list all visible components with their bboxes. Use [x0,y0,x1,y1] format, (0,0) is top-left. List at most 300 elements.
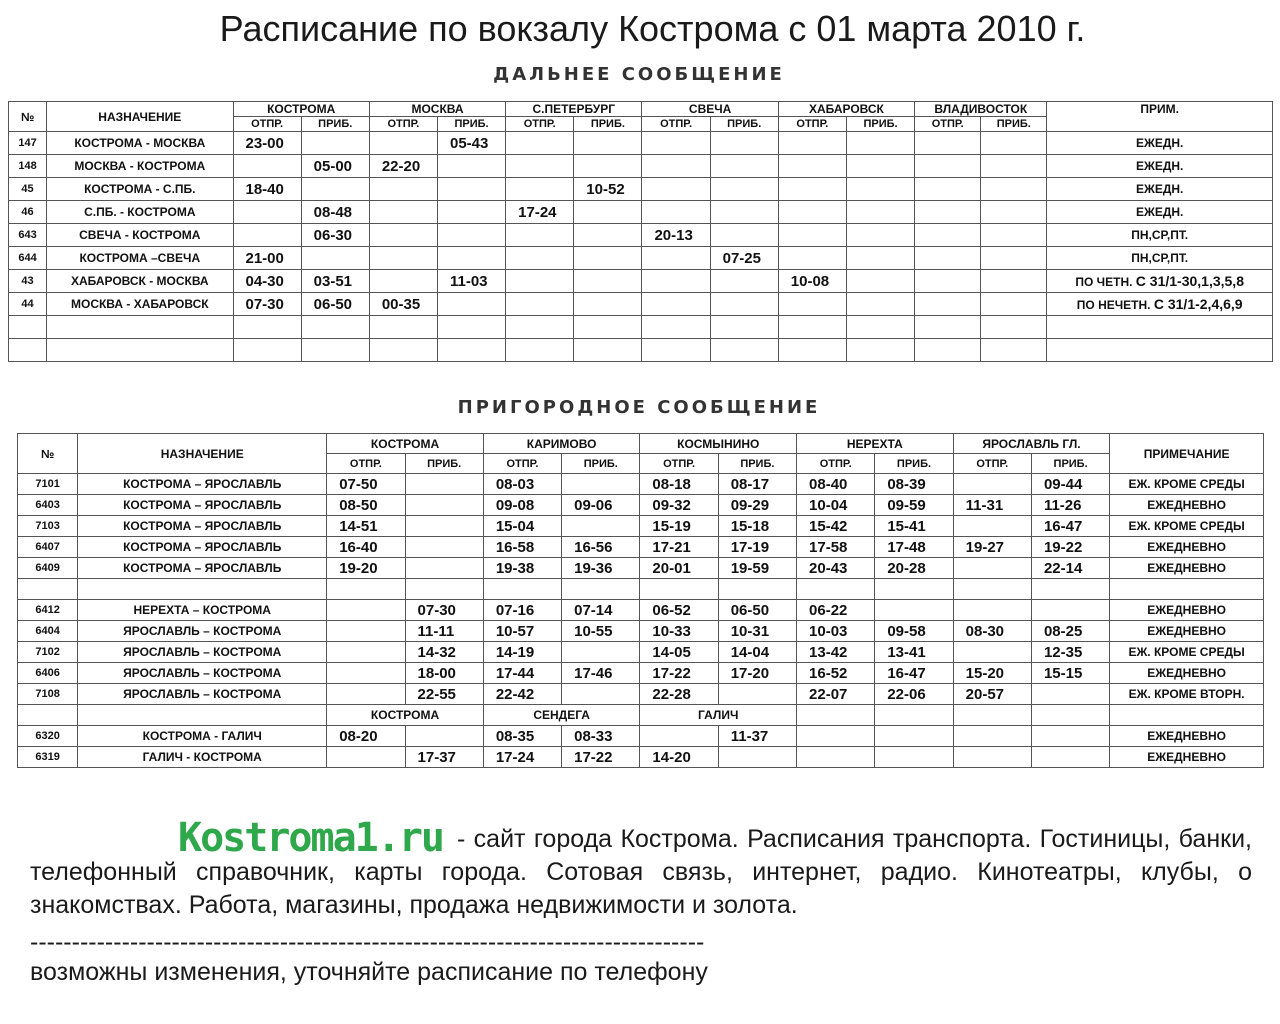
time-cell: 11-03 [437,270,505,293]
header-departure: ОТПР. [778,117,846,132]
time-cell: 17-22 [562,747,640,768]
header-arrival: ПРИБ. [846,117,914,132]
train-number: 644 [9,247,47,270]
header-arrival: ПРИБ. [405,454,483,474]
time-cell [327,684,405,705]
time-cell [301,247,369,270]
destination: КОСТРОМА - С.ПБ. [47,178,233,201]
time-cell [562,474,640,495]
destination: ЯРОСЛАВЛЬ – КОСТРОМА [78,642,327,663]
time-cell: 08-33 [562,726,640,747]
time-cell: 06-22 [797,600,875,621]
time-cell [369,270,437,293]
time-cell: 14-05 [640,642,718,663]
destination: СВЕЧА - КОСТРОМА [47,224,233,247]
time-cell: 17-20 [718,663,796,684]
time-cell: 22-55 [405,684,483,705]
note: ЕЖЕДНЕВНО [1110,600,1264,621]
time-cell: 16-40 [327,537,405,558]
time-cell: 08-35 [483,726,561,747]
time-cell: 19-38 [483,558,561,579]
time-cell: 19-27 [953,537,1031,558]
note: ЕЖЕДН. [1047,178,1273,201]
note: ПН,СР,ПТ. [1047,247,1273,270]
ad-paragraph [30,815,1252,922]
train-number: 147 [9,132,47,155]
time-cell: 10-08 [778,270,846,293]
table-row [18,663,1264,684]
header-station: ГАЛИЧ [640,705,797,726]
train-number: 643 [9,224,47,247]
time-cell: 20-28 [875,558,953,579]
note: ЕЖЕДНЕВНО [1110,663,1264,684]
time-cell: 06-50 [301,293,369,316]
time-cell: 13-41 [875,642,953,663]
time-cell: 17-58 [797,537,875,558]
time-cell [437,201,505,224]
time-cell: 19-36 [562,558,640,579]
note: ПН,СР,ПТ. [1047,224,1273,247]
time-cell: 17-44 [483,663,561,684]
time-cell: 08-25 [1031,621,1109,642]
destination: КОСТРОМА – ЯРОСЛАВЛЬ [78,495,327,516]
train-number: 148 [9,155,47,178]
time-cell: 22-20 [369,155,437,178]
time-cell: 07-50 [327,474,405,495]
time-cell: 00-35 [369,293,437,316]
time-cell: 06-52 [640,600,718,621]
note: ЕЖЕДН. [1047,155,1273,178]
time-cell: 17-37 [405,747,483,768]
time-cell [405,516,483,537]
header-departure: ОТПР. [506,117,574,132]
time-cell [981,178,1047,201]
time-cell: 16-56 [562,537,640,558]
table-row [18,474,1264,495]
destination: С.ПБ. - КОСТРОМА [47,201,233,224]
header-departure: ОТПР. [327,454,405,474]
train-number: 46 [9,201,47,224]
time-cell: 22-28 [640,684,718,705]
time-cell: 17-48 [875,537,953,558]
time-cell [778,132,846,155]
note: ЕЖЕДНЕВНО [1110,726,1264,747]
long-distance-table [8,101,1273,362]
time-cell [642,293,710,316]
header-note: ПРИМЕЧАНИЕ [1110,434,1264,474]
header-station: СВЕЧА [642,102,778,117]
time-cell [574,224,642,247]
time-cell: 20-01 [640,558,718,579]
time-cell: 05-43 [437,132,505,155]
time-cell: 10-33 [640,621,718,642]
time-cell: 18-40 [233,178,301,201]
time-cell [233,224,301,247]
time-cell [915,224,981,247]
time-cell: 08-18 [640,474,718,495]
time-cell: 19-20 [327,558,405,579]
time-cell [437,293,505,316]
time-cell: 07-14 [562,600,640,621]
header-station: ХАБАРОВСК [778,102,914,117]
time-cell: 17-21 [640,537,718,558]
time-cell [562,684,640,705]
time-cell [301,132,369,155]
note-dates: С 31/1-2,4,6,9 [1153,296,1243,312]
time-cell [981,132,1047,155]
time-cell: 10-52 [574,178,642,201]
time-cell [506,293,574,316]
time-cell: 10-03 [797,621,875,642]
train-number: 6409 [18,558,78,579]
train-number: 6319 [18,747,78,768]
time-cell [915,178,981,201]
time-cell: 06-50 [718,600,796,621]
time-cell: 04-30 [233,270,301,293]
header-destination: НАЗНАЧЕНИЕ [47,102,233,132]
time-cell: 07-25 [710,247,778,270]
time-cell: 16-58 [483,537,561,558]
destination: КОСТРОМА - ГАЛИЧ [78,726,327,747]
time-cell: 15-04 [483,516,561,537]
time-cell: 16-47 [875,663,953,684]
time-cell: 09-06 [562,495,640,516]
time-cell: 09-58 [875,621,953,642]
header-station: НЕРЕХТА [797,434,954,454]
time-cell [327,747,405,768]
time-cell: 18-00 [405,663,483,684]
note: ЕЖЕДНЕВНО [1110,537,1264,558]
time-cell [915,247,981,270]
header-departure: ОТПР. [915,117,981,132]
time-cell [953,516,1031,537]
note-prefix: ПО ЧЕТН. [1075,275,1133,289]
note: ЕЖ. КРОМЕ СРЕДЫ [1110,516,1264,537]
table-row [9,178,1273,201]
time-cell [710,270,778,293]
time-cell: 07-16 [483,600,561,621]
time-cell [506,178,574,201]
time-cell [369,132,437,155]
header-station: ЯРОСЛАВЛЬ ГЛ. [953,434,1110,454]
time-cell [710,155,778,178]
time-cell [642,132,710,155]
time-cell [506,155,574,178]
empty-row [9,316,1273,339]
time-cell [437,155,505,178]
time-cell [981,247,1047,270]
time-cell: 13-42 [797,642,875,663]
header-num: № [18,434,78,474]
time-cell: 19-59 [718,558,796,579]
time-cell: 05-00 [301,155,369,178]
galich-header-row [18,705,1264,726]
table-row [9,155,1273,178]
train-number: 45 [9,178,47,201]
time-cell: 15-41 [875,516,953,537]
train-number: 43 [9,270,47,293]
time-cell [778,178,846,201]
table-row [18,516,1264,537]
time-cell [574,293,642,316]
time-cell [953,558,1031,579]
time-cell [506,270,574,293]
note [1047,293,1273,316]
time-cell [562,642,640,663]
time-cell [953,600,1031,621]
time-cell: 08-39 [875,474,953,495]
time-cell [642,247,710,270]
dash-separator: --------------------------------------------------------------------------------- [30,928,705,956]
header-arrival: ПРИБ. [710,117,778,132]
time-cell [797,747,875,768]
time-cell: 11-31 [953,495,1031,516]
time-cell [875,747,953,768]
time-cell: 15-18 [718,516,796,537]
header-station: СЕНДЕГА [483,705,640,726]
time-cell: 17-24 [506,201,574,224]
time-cell: 19-22 [1031,537,1109,558]
header-arrival: ПРИБ. [562,454,640,474]
header-station: КОСТРОМА [233,102,369,117]
time-cell [953,642,1031,663]
time-cell [778,201,846,224]
time-cell [327,663,405,684]
time-cell [875,726,953,747]
header-departure: ОТПР. [642,117,710,132]
time-cell [797,726,875,747]
train-number: 6412 [18,600,78,621]
time-cell [506,247,574,270]
table-row [18,726,1264,747]
header-station: КОСМЫНИНО [640,434,797,454]
long-distance-title: ДАЛЬНЕЕ СООБЩЕНИЕ [493,64,785,85]
time-cell [574,155,642,178]
note: ЕЖЕДНЕВНО [1110,747,1264,768]
time-cell: 16-47 [1031,516,1109,537]
time-cell: 11-11 [405,621,483,642]
table-row [18,684,1264,705]
time-cell [915,270,981,293]
note [1047,270,1273,293]
time-cell: 17-19 [718,537,796,558]
time-cell: 22-07 [797,684,875,705]
time-cell [915,201,981,224]
header-arrival: ПРИБ. [981,117,1047,132]
time-cell: 10-31 [718,621,796,642]
time-cell [846,201,914,224]
time-cell [405,495,483,516]
header-departure: ОТПР. [797,454,875,474]
header-arrival: ПРИБ. [301,117,369,132]
time-cell [778,247,846,270]
table-row [9,132,1273,155]
train-number: 6406 [18,663,78,684]
time-cell [405,537,483,558]
destination: МОСКВА - КОСТРОМА [47,155,233,178]
time-cell: 14-51 [327,516,405,537]
time-cell [369,247,437,270]
time-cell [718,684,796,705]
table-row [18,642,1264,663]
time-cell: 22-06 [875,684,953,705]
time-cell [778,155,846,178]
site-logo[interactable]: Kostroma1.ru [178,815,443,861]
time-cell [233,155,301,178]
header-departure: ОТПР. [483,454,561,474]
destination: ЯРОСЛАВЛЬ – КОСТРОМА [78,684,327,705]
time-cell [437,247,505,270]
time-cell [574,132,642,155]
time-cell: 17-24 [483,747,561,768]
time-cell [953,474,1031,495]
changes-note: возможны изменения, уточняйте расписание по телефону [30,958,708,986]
train-number: 6403 [18,495,78,516]
destination: КОСТРОМА - МОСКВА [47,132,233,155]
time-cell: 11-37 [718,726,796,747]
destination: ХАБАРОВСК - МОСКВА [47,270,233,293]
destination: ЯРОСЛАВЛЬ – КОСТРОМА [78,663,327,684]
table-row [9,201,1273,224]
time-cell [642,155,710,178]
destination: КОСТРОМА – ЯРОСЛАВЛЬ [78,516,327,537]
time-cell [405,558,483,579]
note: ЕЖЕДНЕВНО [1110,621,1264,642]
time-cell [574,201,642,224]
time-cell [327,621,405,642]
time-cell [846,247,914,270]
time-cell [953,726,1031,747]
empty-row [18,579,1264,600]
train-number: 7101 [18,474,78,495]
time-cell [710,224,778,247]
time-cell: 08-30 [953,621,1031,642]
note: ЕЖЕДН. [1047,132,1273,155]
time-cell: 09-59 [875,495,953,516]
note: ЕЖЕДНЕВНО [1110,495,1264,516]
time-cell: 15-42 [797,516,875,537]
time-cell: 07-30 [405,600,483,621]
time-cell: 10-55 [562,621,640,642]
time-cell [846,293,914,316]
time-cell [327,600,405,621]
header-arrival: ПРИБ. [1031,454,1109,474]
time-cell [369,178,437,201]
header-num: № [9,102,47,132]
time-cell [846,132,914,155]
time-cell: 17-22 [640,663,718,684]
time-cell: 14-19 [483,642,561,663]
time-cell: 21-00 [233,247,301,270]
header-station: КОСТРОМА [327,434,484,454]
destination: МОСКВА - ХАБАРОВСК [47,293,233,316]
time-cell [846,178,914,201]
header-station: КОСТРОМА [327,705,484,726]
time-cell [233,201,301,224]
time-cell [574,270,642,293]
suburban-title: ПРИГОРОДНОЕ СООБЩЕНИЕ [457,397,821,418]
time-cell [506,132,574,155]
time-cell: 06-30 [301,224,369,247]
time-cell: 08-20 [327,726,405,747]
header-departure: ОТПР. [369,117,437,132]
time-cell: 07-30 [233,293,301,316]
time-cell: 16-52 [797,663,875,684]
time-cell: 20-57 [953,684,1031,705]
train-number: 6320 [18,726,78,747]
destination: КОСТРОМА –СВЕЧА [47,247,233,270]
time-cell [981,224,1047,247]
train-number: 6404 [18,621,78,642]
time-cell [369,201,437,224]
destination: ГАЛИЧ - КОСТРОМА [78,747,327,768]
destination: КОСТРОМА – ЯРОСЛАВЛЬ [78,558,327,579]
train-number: 44 [9,293,47,316]
header-arrival: ПРИБ. [437,117,505,132]
time-cell: 09-44 [1031,474,1109,495]
table-row [9,293,1273,316]
note-prefix: ПО НЕЧЕТН. [1076,298,1151,312]
table-row [18,600,1264,621]
time-cell [640,726,718,747]
time-cell: 09-32 [640,495,718,516]
time-cell: 23-00 [233,132,301,155]
time-cell [1031,747,1109,768]
time-cell [846,224,914,247]
time-cell [642,201,710,224]
time-cell: 14-32 [405,642,483,663]
time-cell: 14-04 [718,642,796,663]
time-cell [642,178,710,201]
note: ЕЖЕДНЕВНО [1110,558,1264,579]
suburban-table [17,433,1264,768]
time-cell [405,474,483,495]
time-cell [562,516,640,537]
header-arrival: ПРИБ. [875,454,953,474]
time-cell: 17-46 [562,663,640,684]
header-arrival: ПРИБ. [718,454,796,474]
table-row [18,495,1264,516]
time-cell: 22-42 [483,684,561,705]
time-cell [369,224,437,247]
train-number: 7108 [18,684,78,705]
time-cell [1031,726,1109,747]
time-cell: 08-50 [327,495,405,516]
header-destination: НАЗНАЧЕНИЕ [78,434,327,474]
time-cell [846,270,914,293]
time-cell [574,247,642,270]
time-cell [1031,600,1109,621]
note: ЕЖ. КРОМЕ СРЕДЫ [1110,474,1264,495]
header-station: МОСКВА [369,102,505,117]
destination: КОСТРОМА – ЯРОСЛАВЛЬ [78,537,327,558]
ad-text: - сайт города Кострома. Расписания транспорта. Гостиницы, банки, телефонный справочник, карты города. Сотовая связь, интернет, радио. Кинотеатры, клубы, о знакомствах. Работа, магазины, продажа недвижимости и золота. [30,825,1252,919]
table-row [18,621,1264,642]
time-cell [710,293,778,316]
time-cell: 08-17 [718,474,796,495]
time-cell [846,155,914,178]
table-row [9,224,1273,247]
time-cell [875,600,953,621]
table-row [9,270,1273,293]
page-title: Расписание по вокзалу Кострома с 01 марта 2010 г. [219,8,1086,49]
time-cell: 20-13 [642,224,710,247]
time-cell: 08-40 [797,474,875,495]
note: ЕЖЕДН. [1047,201,1273,224]
time-cell [710,132,778,155]
time-cell [953,747,1031,768]
table-row [18,747,1264,768]
